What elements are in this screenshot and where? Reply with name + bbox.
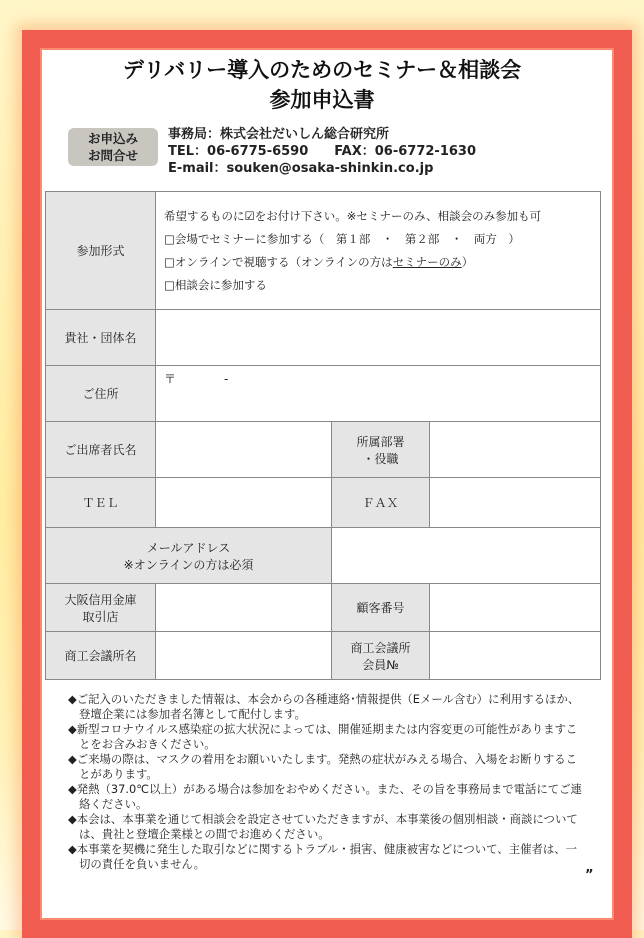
note-item: ◆新型コロナウイルス感染症の拡大状況によっては、開催延期または内容変更の可能性がありますことをお含みおきください。 — [68, 722, 578, 751]
title-line-1: デリバリー導入のためのセミナー＆相談会 — [122, 58, 522, 82]
note-item: ◆ご来場の際は、マスクの着用をお願いいたします。発熱の症状がみえる場合、入場をお断りすることがあります。 — [68, 752, 578, 781]
tel-fax-row — [46, 478, 601, 528]
dept-label-line-2: ・役職 — [362, 451, 399, 466]
tel-label: ＴＥＬ — [46, 478, 156, 528]
company-field[interactable] — [156, 310, 601, 366]
customer-no-label: 顧客番号 — [332, 584, 430, 632]
chamber-member-field[interactable] — [430, 632, 601, 680]
participation-instruction: 希望するものに☑をお付け下さい。※セミナーのみ、相談会のみ参加も可 — [164, 208, 542, 223]
contact-info — [168, 126, 476, 177]
chamber-member-label-line-1: 商工会議所 — [350, 640, 411, 655]
email-field[interactable] — [332, 528, 601, 584]
badge-line-1: お申込み — [87, 131, 138, 146]
option-online-suffix: ） — [461, 254, 474, 269]
note-item: ◆本会は、本事業を通じて相談会を設定させていただきますが、本事業後の個別相談・商談については、貴社と登壇企業様との間でお進めください。 — [68, 812, 578, 841]
option-online-viewing[interactable] — [164, 251, 592, 274]
address-label: ご住所 — [46, 366, 156, 422]
option-online-text: □オンラインで視聴する（オンラインの方は — [164, 254, 393, 269]
dept-label — [332, 422, 430, 478]
email-label-line-1: メールアドレス — [146, 540, 231, 555]
notes-section — [68, 692, 583, 872]
badge-line-2: お問合せ — [87, 148, 138, 163]
chamber-field[interactable] — [156, 632, 332, 680]
email-row — [46, 528, 601, 584]
email-address: E-mail：souken@osaka-shinkin.co.jp — [168, 161, 434, 176]
email-label-line-2: ※オンラインの方は必須 — [123, 557, 254, 572]
tel-fax: TEL：06-6775-6590 FAX：06-6772-1630 — [168, 144, 476, 159]
chamber-member-label-line-2: 会員№ — [362, 657, 399, 672]
tel-field[interactable] — [156, 478, 332, 528]
bank-label-line-2: 取引店 — [82, 609, 119, 624]
page-title — [0, 55, 644, 115]
corner-mark: ” — [585, 868, 594, 883]
company-row — [46, 310, 601, 366]
email-label — [46, 528, 332, 584]
participation-label: 参加形式 — [46, 192, 156, 310]
option-venue-seminar[interactable]: □会場でセミナーに参加する（ 第１部 ・ 第２部 ・ 両方 ） — [164, 231, 520, 246]
bank-row — [46, 584, 601, 632]
address-row — [46, 366, 601, 422]
fax-label: ＦＡＸ — [332, 478, 430, 528]
attendee-field[interactable] — [156, 422, 332, 478]
option-consultation[interactable]: □相談会に参加する — [164, 277, 267, 292]
office-name: 事務局：株式会社だいしん総合研究所 — [168, 127, 390, 142]
title-line-2: 参加申込書 — [269, 88, 375, 112]
chamber-row — [46, 632, 601, 680]
chamber-member-label — [332, 632, 430, 680]
bank-branch-label — [46, 584, 156, 632]
company-label: 貴社・団体名 — [46, 310, 156, 366]
contact-badge — [68, 128, 158, 166]
bank-label-line-1: 大阪信用金庫 — [64, 592, 137, 607]
fax-field[interactable] — [430, 478, 601, 528]
customer-no-field[interactable] — [430, 584, 601, 632]
participation-options — [156, 192, 601, 310]
chamber-label: 商工会議所名 — [46, 632, 156, 680]
participation-row — [46, 192, 601, 310]
option-online-underlined: セミナーのみ — [392, 254, 462, 269]
note-item: ◆本事業を契機に発生した取引などに関するトラブル・損害、健康被害などについて、主催者は、一切の責任を負いません。 — [68, 842, 578, 871]
dept-label-line-1: 所属部署 — [356, 434, 405, 449]
note-item: ◆発熱（37.0℃以上）がある場合は参加をおやめください。また、その旨を事務局まで電話にてご連絡ください。 — [68, 782, 582, 811]
note-item: ◆ご記入のいただきました情報は、本会からの各種連絡･情報提供（Eメール含む）に利用するほか、登壇企業には参加者名簿として配付します。 — [68, 692, 580, 721]
attendee-label: ご出席者氏名 — [46, 422, 156, 478]
bank-branch-field[interactable] — [156, 584, 332, 632]
application-form — [45, 191, 601, 680]
dept-field[interactable] — [430, 422, 601, 478]
address-field[interactable]: 〒 - — [156, 366, 601, 422]
attendee-row — [46, 422, 601, 478]
